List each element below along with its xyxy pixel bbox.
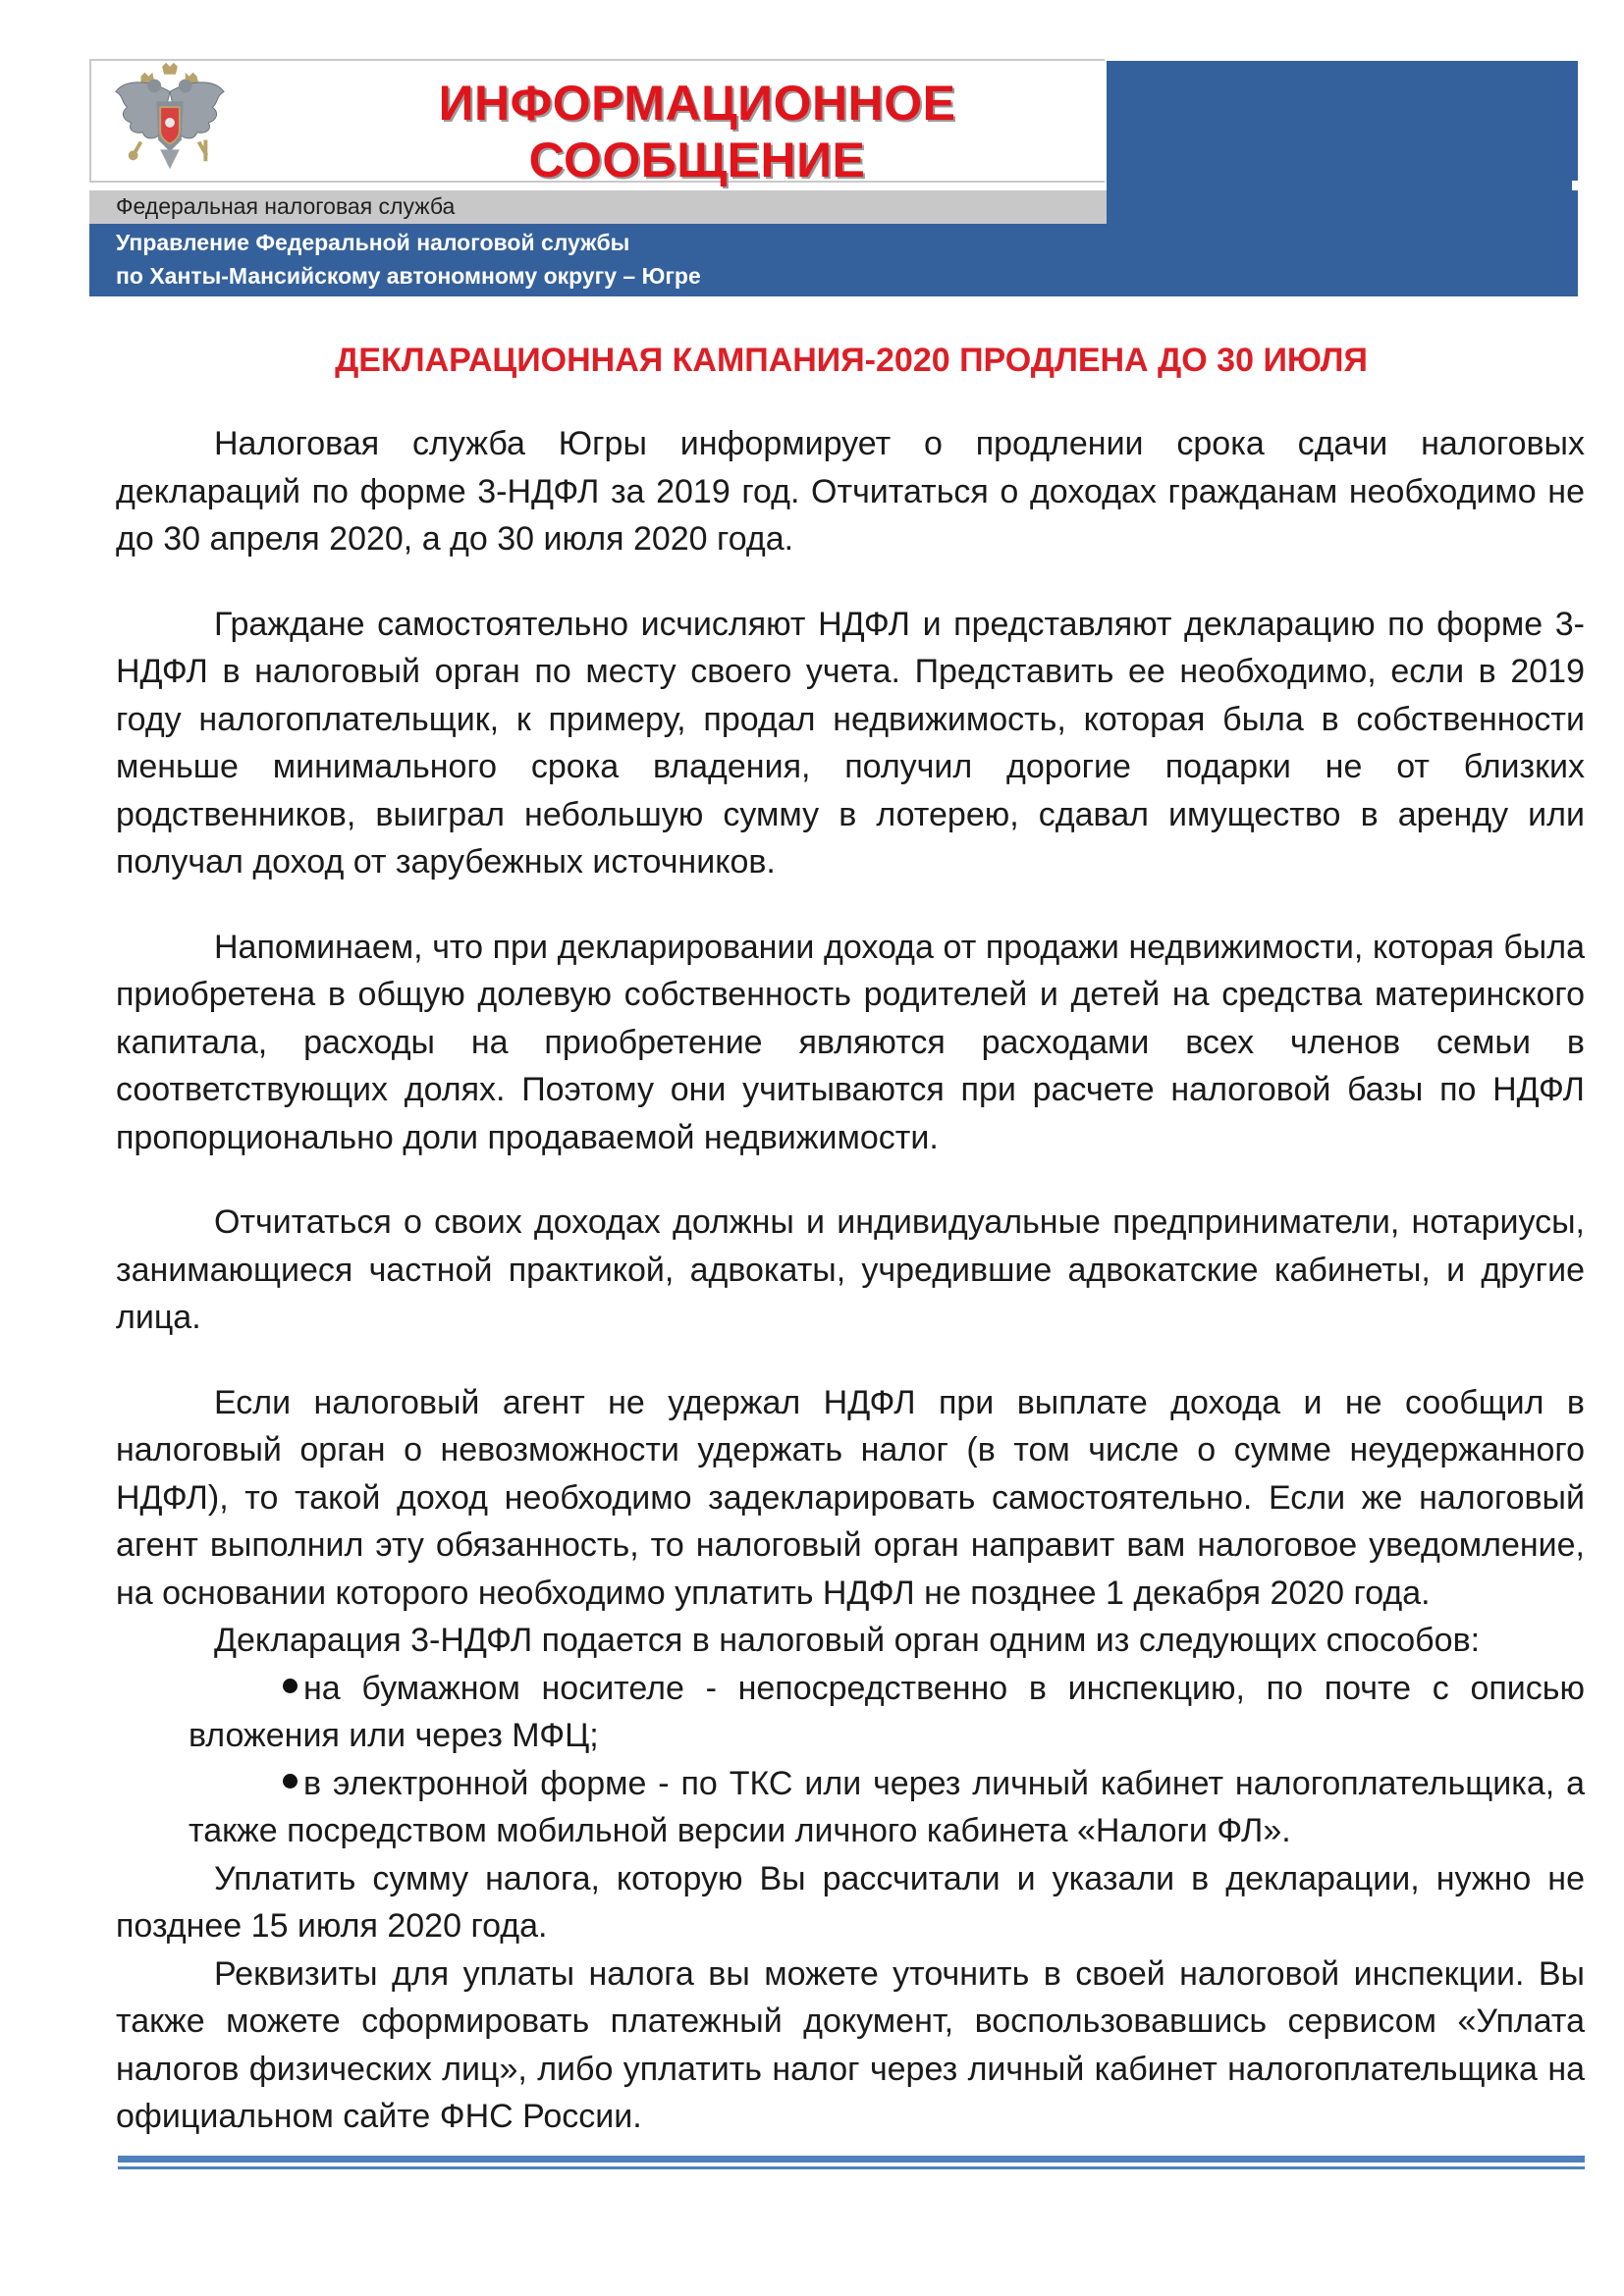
paragraph-3: Напоминаем, что при декларировании дохода от продажи недвижимости, которая была приобретена в общую долевую собственность родителей и детей на средства материнского капитала, расходы на приобретение являются расходами всех членов семьи в соответствующих долях. Поэтому они учитываются при расчете налоговой базы по НДФЛ пропорционально доли продаваемой недвижимости. bbox=[116, 928, 1585, 1156]
paragraph-1: Налоговая служба Югры информирует о продлении срока сдачи налоговых деклараций по форме 3-НДФЛ за 2019 год. Отчитаться о доходах гражданам необходимо не до 30 апреля 2020, а до 30 июля 2020 года. bbox=[116, 425, 1585, 558]
paragraph-5: Если налоговый агент не удержал НДФЛ при выплате дохода и не сообщил в налоговый орган о невозможности удержать налог (в том числе о сумме неудержанного НДФЛ), то такой доход необходимо задекларировать самостоятельно. Если же налоговый агент выполнил эту обязанность, то налоговый орган направит вам налоговое уведомление, на основании которого необходимо уплатить НДФЛ не позднее 1 декабря 2020 года. bbox=[116, 1383, 1585, 1612]
header-notch bbox=[1572, 181, 1578, 190]
russian-coat-of-arms-icon bbox=[112, 62, 228, 172]
bullet-item bbox=[116, 1760, 1585, 1855]
paragraph-8: Реквизиты для уплаты налога вы можете уточнить в своей налоговой инспекции. Вы также можете сформировать платежный документ, воспользовавшись сервисом «Уплата налогов физических лиц», либо уплатить налог через личный кабинет налогоплательщика на официальном сайте ФНС России. bbox=[116, 1954, 1585, 2135]
paragraph-4: Отчитаться о своих доходах должны и индивидуальные предприниматели, нотариусы, занимающиеся частной практикой, адвокаты, учредившие адвокатские кабинеты, и другие лица. bbox=[116, 1203, 1585, 1336]
agency-name: Федеральная налоговая служба bbox=[116, 193, 456, 219]
paragraph-7: Уплатить сумму налога, которую Вы рассчитали и указали в декларации, нужно не позднее 15 июля 2020 года. bbox=[116, 1859, 1585, 1945]
bullet-icon bbox=[283, 1774, 298, 1789]
footer-rule bbox=[118, 2156, 1585, 2163]
paragraph-6: Декларация 3-НДФЛ подается в налоговый орган одним из следующих способов: bbox=[214, 1622, 1481, 1659]
bullet-icon bbox=[283, 1679, 298, 1693]
footer-rule-thin bbox=[118, 2166, 1585, 2169]
agency-department-line-2: по Ханты-Мансийскому автономному округу – Югре bbox=[116, 263, 701, 289]
paragraph-2: Граждане самостоятельно исчисляют НДФЛ и представляют декларацию по форме 3-НДФЛ в налоговый орган по месту своего учета. Представить ее необходимо, если в 2019 году налогоплательщик, к примеру, продал недвижимость, которая была в собственности меньше минимального срока владения, получил дорогие подарки не от близких родственников, выиграл небольшую сумму в лотерею, сдавал имущество в аренду или получал доход от зарубежных источников. bbox=[116, 605, 1585, 881]
bullet-text: на бумажном носителе - непосредственно в инспекцию, по почте с описью вложения или через МФЦ; bbox=[189, 1669, 1585, 1754]
article-headline: ДЕКЛАРАЦИОННАЯ КАМПАНИЯ-2020 ПРОДЛЕНА ДО 30 ИЮЛЯ bbox=[335, 342, 1368, 379]
article-body bbox=[116, 420, 1585, 2141]
agency-department-line-1: Управление Федеральной налоговой службы bbox=[116, 230, 630, 255]
header-blue-block bbox=[1107, 61, 1578, 296]
page-title: ИНФОРМАЦИОННОЕ СООБЩЕНИЕ bbox=[438, 76, 956, 187]
bullet-item bbox=[116, 1665, 1585, 1760]
bullet-text: в электронной форме - по ТКС или через личный кабинет налогоплательщика, а также посредством мобильной версии личного кабинета «Налоги ФЛ». bbox=[189, 1764, 1585, 1849]
